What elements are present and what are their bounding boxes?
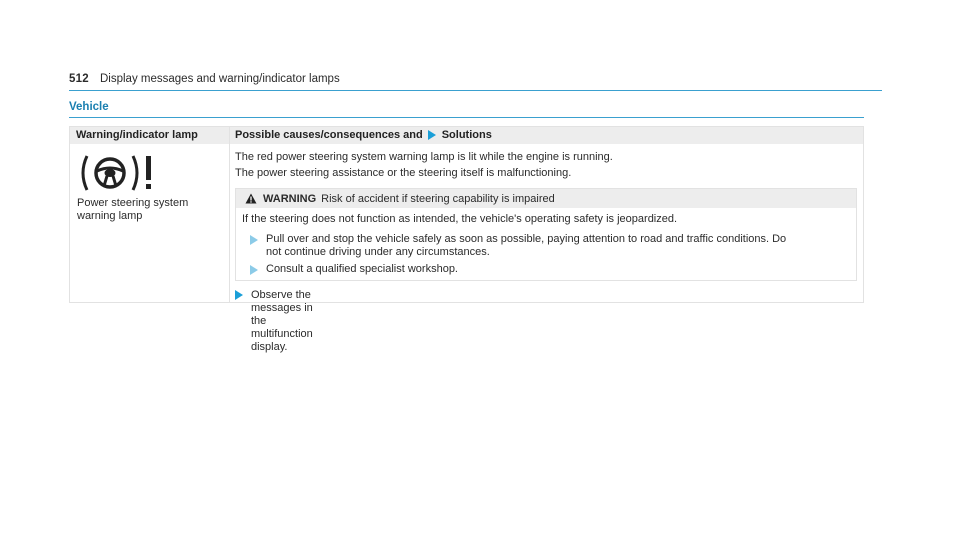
page-number: 512 xyxy=(69,73,89,85)
arrow-right-icon xyxy=(235,290,243,300)
table-header xyxy=(70,127,863,144)
cause-text-1: The red power steering system warning lamp is lit while the engine is running. xyxy=(235,151,613,163)
page-header-title: Display messages and warning/indicator lamps xyxy=(100,73,340,85)
lamp-label xyxy=(77,197,227,223)
arrow-right-icon xyxy=(428,130,436,140)
arrow-right-icon xyxy=(250,235,258,245)
col2-header-label: Possible causes/consequences and xyxy=(235,129,423,141)
solution-text: Observe the messages in the multifunction display. xyxy=(251,289,313,353)
col1-header: Warning/indicator lamp xyxy=(76,129,198,141)
lamp-label-line2: warning lamp xyxy=(77,210,143,222)
warning-body: If the steering does not function as intended, the vehicle's operating safety is jeopardized. xyxy=(242,213,678,225)
steering-wheel-warning-icon xyxy=(77,153,163,193)
warning-header xyxy=(236,189,856,208)
warning-bullet-2-text: Consult a qualified specialist workshop. xyxy=(266,263,458,275)
lamp-table xyxy=(69,126,864,353)
warning-bullet-2 xyxy=(250,263,458,276)
col2-header-solutions: Solutions xyxy=(441,129,492,141)
lamp-label-line1: Power steering system xyxy=(77,197,189,209)
warning-box xyxy=(235,188,857,281)
page-header xyxy=(69,73,882,91)
arrow-right-icon xyxy=(250,265,258,275)
warning-triangle-icon xyxy=(245,193,257,204)
column-divider xyxy=(229,127,230,302)
cause-text-2: The power steering assistance or the steering itself is malfunctioning. xyxy=(235,167,572,179)
solution-bullet xyxy=(235,289,313,354)
warning-bullet-1 xyxy=(250,233,786,259)
col2-header xyxy=(235,129,492,141)
warning-bullet-1-line2: not continue driving under any circumstances. xyxy=(266,246,490,258)
warning-subtitle: Risk of accident if steering capability is impaired xyxy=(321,192,555,205)
warning-bullet-1-line1: Pull over and stop the vehicle safely as soon as possible, paying attention to road and traffic conditions. Do xyxy=(266,233,787,245)
warning-title: WARNING xyxy=(263,192,317,205)
section-title: Vehicle xyxy=(69,101,864,118)
